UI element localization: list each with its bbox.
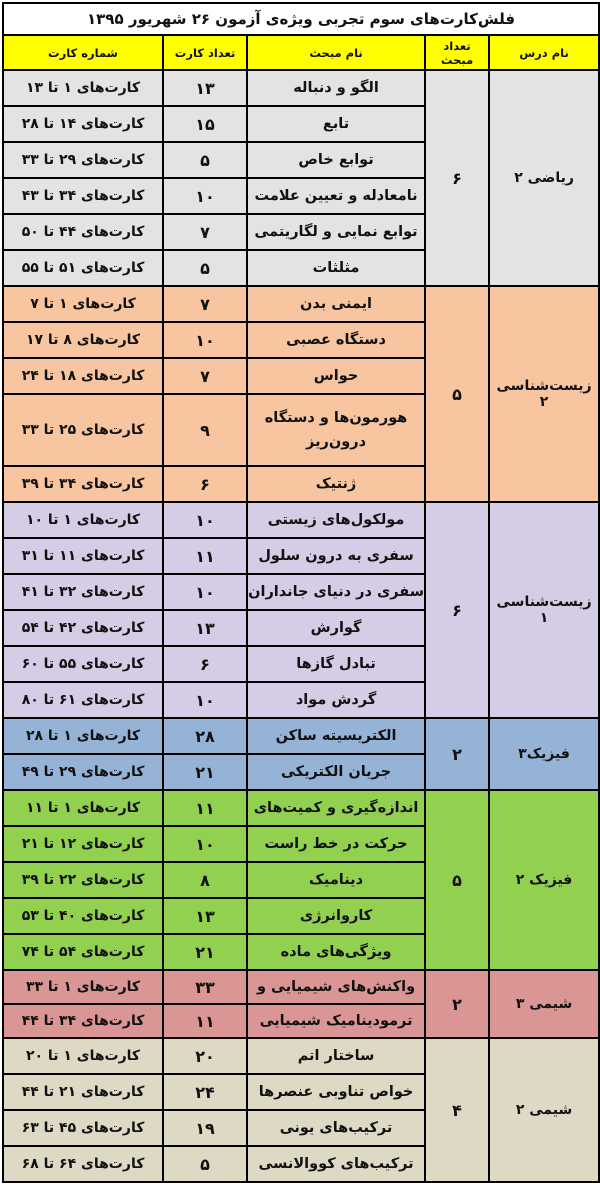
table-row [3, 502, 599, 538]
card-range: کارت‌های ۳۴ تا ۴۳ [3, 178, 163, 214]
card-range: کارت‌های ۳۴ تا ۴۴ [3, 1004, 163, 1038]
card-count: ۱۳ [163, 70, 247, 106]
card-range: کارت‌های ۴۴ تا ۵۰ [3, 214, 163, 250]
flashcard-table-container [2, 2, 598, 1183]
lesson-name: زیست‌شناسی ۲ [489, 286, 599, 502]
table-row [3, 286, 599, 322]
card-count: ۲۰ [163, 1038, 247, 1074]
table-row [3, 1038, 599, 1074]
card-count: ۲۱ [163, 934, 247, 970]
topic-count: ۲ [425, 970, 489, 1038]
card-range: کارت‌های ۲۵ تا ۳۳ [3, 394, 163, 466]
topic-name: واکنش‌های شیمیایی و [247, 970, 425, 1004]
topic-name: خواص تناوبی عنصرها [247, 1074, 425, 1110]
topic-name: الگو و دنباله [247, 70, 425, 106]
card-range: کارت‌های ۱۲ تا ۲۱ [3, 826, 163, 862]
lesson-name: ریاضی ۲ [489, 70, 599, 286]
card-range: کارت‌های ۱ تا ۲۰ [3, 1038, 163, 1074]
topic-name: مولکول‌های زیستی [247, 502, 425, 538]
card-range: کارت‌های ۴۲ تا ۵۴ [3, 610, 163, 646]
card-count: ۹ [163, 394, 247, 466]
header-lesson: نام درس [489, 35, 599, 70]
card-range: کارت‌های ۵۵ تا ۶۰ [3, 646, 163, 682]
card-count: ۵ [163, 142, 247, 178]
card-count: ۱۱ [163, 790, 247, 826]
table-title: فلش‌کارت‌های سوم تجربی ویژه‌ی آزمون ۲۶ شهریور ۱۳۹۵ [3, 3, 599, 35]
topic-name: سفری در دنیای جانداران [247, 574, 425, 610]
topic-name: تابع [247, 106, 425, 142]
card-range: کارت‌های ۱ تا ۱۳ [3, 70, 163, 106]
card-count: ۶ [163, 466, 247, 502]
topic-name: گردش مواد [247, 682, 425, 718]
topic-name: گوارش [247, 610, 425, 646]
card-range: کارت‌های ۴۵ تا ۶۳ [3, 1110, 163, 1146]
card-count: ۲۴ [163, 1074, 247, 1110]
card-range: کارت‌های ۱ تا ۱۰ [3, 502, 163, 538]
header-card-range: شماره کارت [3, 35, 163, 70]
card-count: ۱۰ [163, 178, 247, 214]
card-count: ۶ [163, 646, 247, 682]
topic-name: حرکت در خط راست [247, 826, 425, 862]
topic-name: دینامیک [247, 862, 425, 898]
topic-name: ویژگی‌های ماده [247, 934, 425, 970]
card-count: ۷ [163, 286, 247, 322]
lesson-name: فیزیک ۲ [489, 790, 599, 970]
flashcard-table [2, 2, 600, 1183]
card-range: کارت‌های ۱ تا ۷ [3, 286, 163, 322]
card-range: کارت‌های ۱۴ تا ۲۸ [3, 106, 163, 142]
card-range: کارت‌های ۸ تا ۱۷ [3, 322, 163, 358]
card-count: ۱۱ [163, 1004, 247, 1038]
card-range: کارت‌های ۳۲ تا ۴۱ [3, 574, 163, 610]
card-count: ۳۳ [163, 970, 247, 1004]
card-range: کارت‌های ۲۲ تا ۳۹ [3, 862, 163, 898]
card-count: ۱۳ [163, 610, 247, 646]
topic-name: ایمنی بدن [247, 286, 425, 322]
topic-name: ساختار اتم [247, 1038, 425, 1074]
lesson-name: فیزیک۳ [489, 718, 599, 790]
card-count: ۱۹ [163, 1110, 247, 1146]
topic-count: ۵ [425, 286, 489, 502]
card-count: ۲۸ [163, 718, 247, 754]
card-range: کارت‌های ۱ تا ۲۸ [3, 718, 163, 754]
card-count: ۱۰ [163, 682, 247, 718]
card-count: ۵ [163, 250, 247, 286]
topic-count: ۲ [425, 718, 489, 790]
card-count: ۷ [163, 358, 247, 394]
card-count: ۱۰ [163, 502, 247, 538]
topic-name: ژنتیک [247, 466, 425, 502]
card-range: کارت‌های ۲۹ تا ۳۳ [3, 142, 163, 178]
card-count: ۵ [163, 1146, 247, 1182]
topic-name: الکتریسیته ساکن [247, 718, 425, 754]
card-range: کارت‌های ۱۱ تا ۳۱ [3, 538, 163, 574]
topic-count: ۶ [425, 70, 489, 286]
card-count: ۱۵ [163, 106, 247, 142]
card-range: کارت‌های ۱ تا ۳۳ [3, 970, 163, 1004]
card-range: کارت‌های ۱ تا ۱۱ [3, 790, 163, 826]
table-row [3, 718, 599, 754]
topic-name: تبادل گازها [247, 646, 425, 682]
card-range: کارت‌های ۶۱ تا ۸۰ [3, 682, 163, 718]
topic-name: اندازه‌گیری و کمیت‌های [247, 790, 425, 826]
card-count: ۱۱ [163, 538, 247, 574]
table-row [3, 970, 599, 1004]
card-count: ۱۰ [163, 322, 247, 358]
card-range: کارت‌های ۱۸ تا ۲۴ [3, 358, 163, 394]
card-range: کارت‌های ۵۱ تا ۵۵ [3, 250, 163, 286]
topic-name: کاروانرژی [247, 898, 425, 934]
topic-name: نامعادله و تعیین علامت [247, 178, 425, 214]
card-range: کارت‌های ۶۴ تا ۶۸ [3, 1146, 163, 1182]
card-count: ۱۰ [163, 574, 247, 610]
lesson-name: شیمی ۲ [489, 1038, 599, 1182]
card-count: ۲۱ [163, 754, 247, 790]
topic-name: حواس [247, 358, 425, 394]
topic-name: سفری به درون سلول [247, 538, 425, 574]
card-range: کارت‌های ۲۹ تا ۴۹ [3, 754, 163, 790]
card-count: ۱۳ [163, 898, 247, 934]
header-card-count: تعداد کارت [163, 35, 247, 70]
table-row [3, 790, 599, 826]
card-range: کارت‌های ۵۴ تا ۷۴ [3, 934, 163, 970]
card-count: ۸ [163, 862, 247, 898]
topic-name: جریان الکتریکی [247, 754, 425, 790]
header-topic: نام مبحث [247, 35, 425, 70]
card-range: کارت‌های ۲۱ تا ۴۴ [3, 1074, 163, 1110]
topic-name: مثلثات [247, 250, 425, 286]
topic-name: توابع نمایی و لگاریتمی [247, 214, 425, 250]
table-row [3, 70, 599, 106]
card-count: ۱۰ [163, 826, 247, 862]
lesson-name: زیست‌شناسی ۱ [489, 502, 599, 718]
topic-name: دستگاه عصبی [247, 322, 425, 358]
header-topic-count: تعداد مبحث [425, 35, 489, 70]
card-range: کارت‌های ۴۰ تا ۵۳ [3, 898, 163, 934]
card-range: کارت‌های ۳۴ تا ۳۹ [3, 466, 163, 502]
card-count: ۷ [163, 214, 247, 250]
topic-name: ترکیب‌های یونی [247, 1110, 425, 1146]
topic-name: ترکیب‌های کووالانسی [247, 1146, 425, 1182]
topic-count: ۵ [425, 790, 489, 970]
topic-count: ۶ [425, 502, 489, 718]
lesson-name: شیمی ۳ [489, 970, 599, 1038]
topic-count: ۴ [425, 1038, 489, 1182]
topic-name: هورمون‌ها و دستگاه درون‌ریز [247, 394, 425, 466]
topic-name: ترمودینامیک شیمیایی [247, 1004, 425, 1038]
topic-name: توابع خاص [247, 142, 425, 178]
